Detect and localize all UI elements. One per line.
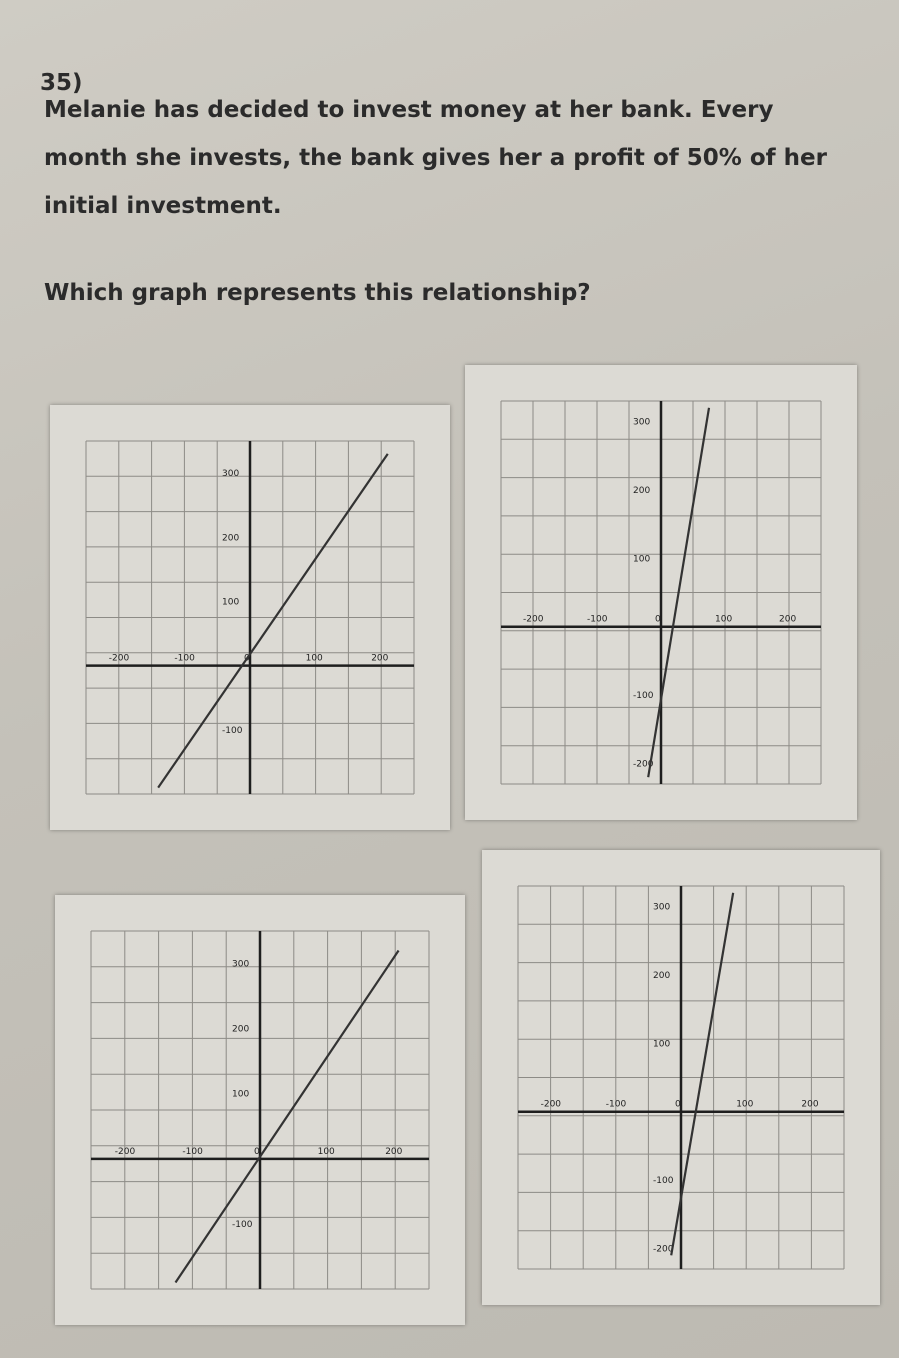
x-tick-label: 200 [779, 614, 797, 625]
y-tick-label: 300 [653, 902, 671, 913]
x-tick-label: 100 [305, 653, 323, 664]
x-tick-label: 200 [385, 1146, 403, 1157]
x-tick-label: 100 [715, 614, 733, 625]
y-tick-label: -100 [633, 691, 654, 702]
x-tick-label: 200 [371, 653, 389, 664]
y-tick-label: -200 [653, 1244, 674, 1255]
x-tick-label: 0 [675, 1099, 681, 1110]
graph-top-right [465, 365, 857, 820]
y-tick-label: 200 [633, 485, 651, 496]
question-prompt: Which graph represents this relationship? [44, 280, 591, 306]
graph-option-top-right[interactable] [465, 365, 857, 820]
x-tick-label: -100 [182, 1146, 203, 1157]
graph-option-bottom-right[interactable] [482, 850, 880, 1305]
y-tick-label: -100 [232, 1219, 253, 1230]
x-tick-label: 100 [736, 1099, 754, 1110]
y-tick-label: -200 [633, 759, 654, 770]
y-tick-label: -100 [222, 725, 243, 736]
y-tick-label: 300 [633, 417, 651, 428]
y-tick-label: 100 [653, 1039, 671, 1050]
x-tick-label: -200 [114, 1146, 136, 1157]
x-tick-label: 200 [801, 1099, 819, 1110]
series-line [176, 951, 399, 1283]
y-tick-label: 300 [232, 959, 250, 970]
y-tick-label: 100 [222, 597, 240, 608]
graph-bottom-right [482, 850, 880, 1305]
question-number: 35) [40, 70, 83, 96]
series-line [158, 454, 388, 788]
graph-top-left [50, 405, 450, 830]
x-tick-label: -100 [174, 653, 195, 664]
y-tick-label: 100 [633, 554, 651, 565]
x-tick-label: -200 [523, 614, 544, 625]
y-tick-label: 300 [222, 469, 240, 480]
x-tick-label: 0 [254, 1146, 260, 1157]
x-tick-label: 0 [244, 653, 250, 664]
question-text: Melanie has decided to invest money at her bank. Every month she invests, the bank gives her a profit of 50% of her initial investment. [44, 97, 827, 219]
graph-bottom-left [55, 895, 465, 1325]
x-tick-label: 0 [655, 614, 661, 625]
x-tick-label: 100 [317, 1146, 335, 1157]
y-tick-label: 200 [653, 970, 671, 981]
y-tick-label: 200 [232, 1024, 250, 1035]
y-tick-label: 100 [232, 1089, 250, 1100]
x-tick-label: -100 [587, 614, 608, 625]
y-tick-label: -100 [653, 1176, 674, 1187]
x-tick-label: -200 [108, 653, 130, 664]
graph-option-top-left[interactable] [50, 405, 450, 830]
x-tick-label: -100 [605, 1099, 627, 1110]
y-tick-label: 200 [222, 533, 240, 544]
x-tick-label: -200 [540, 1099, 562, 1110]
graph-option-bottom-left[interactable] [55, 895, 465, 1325]
